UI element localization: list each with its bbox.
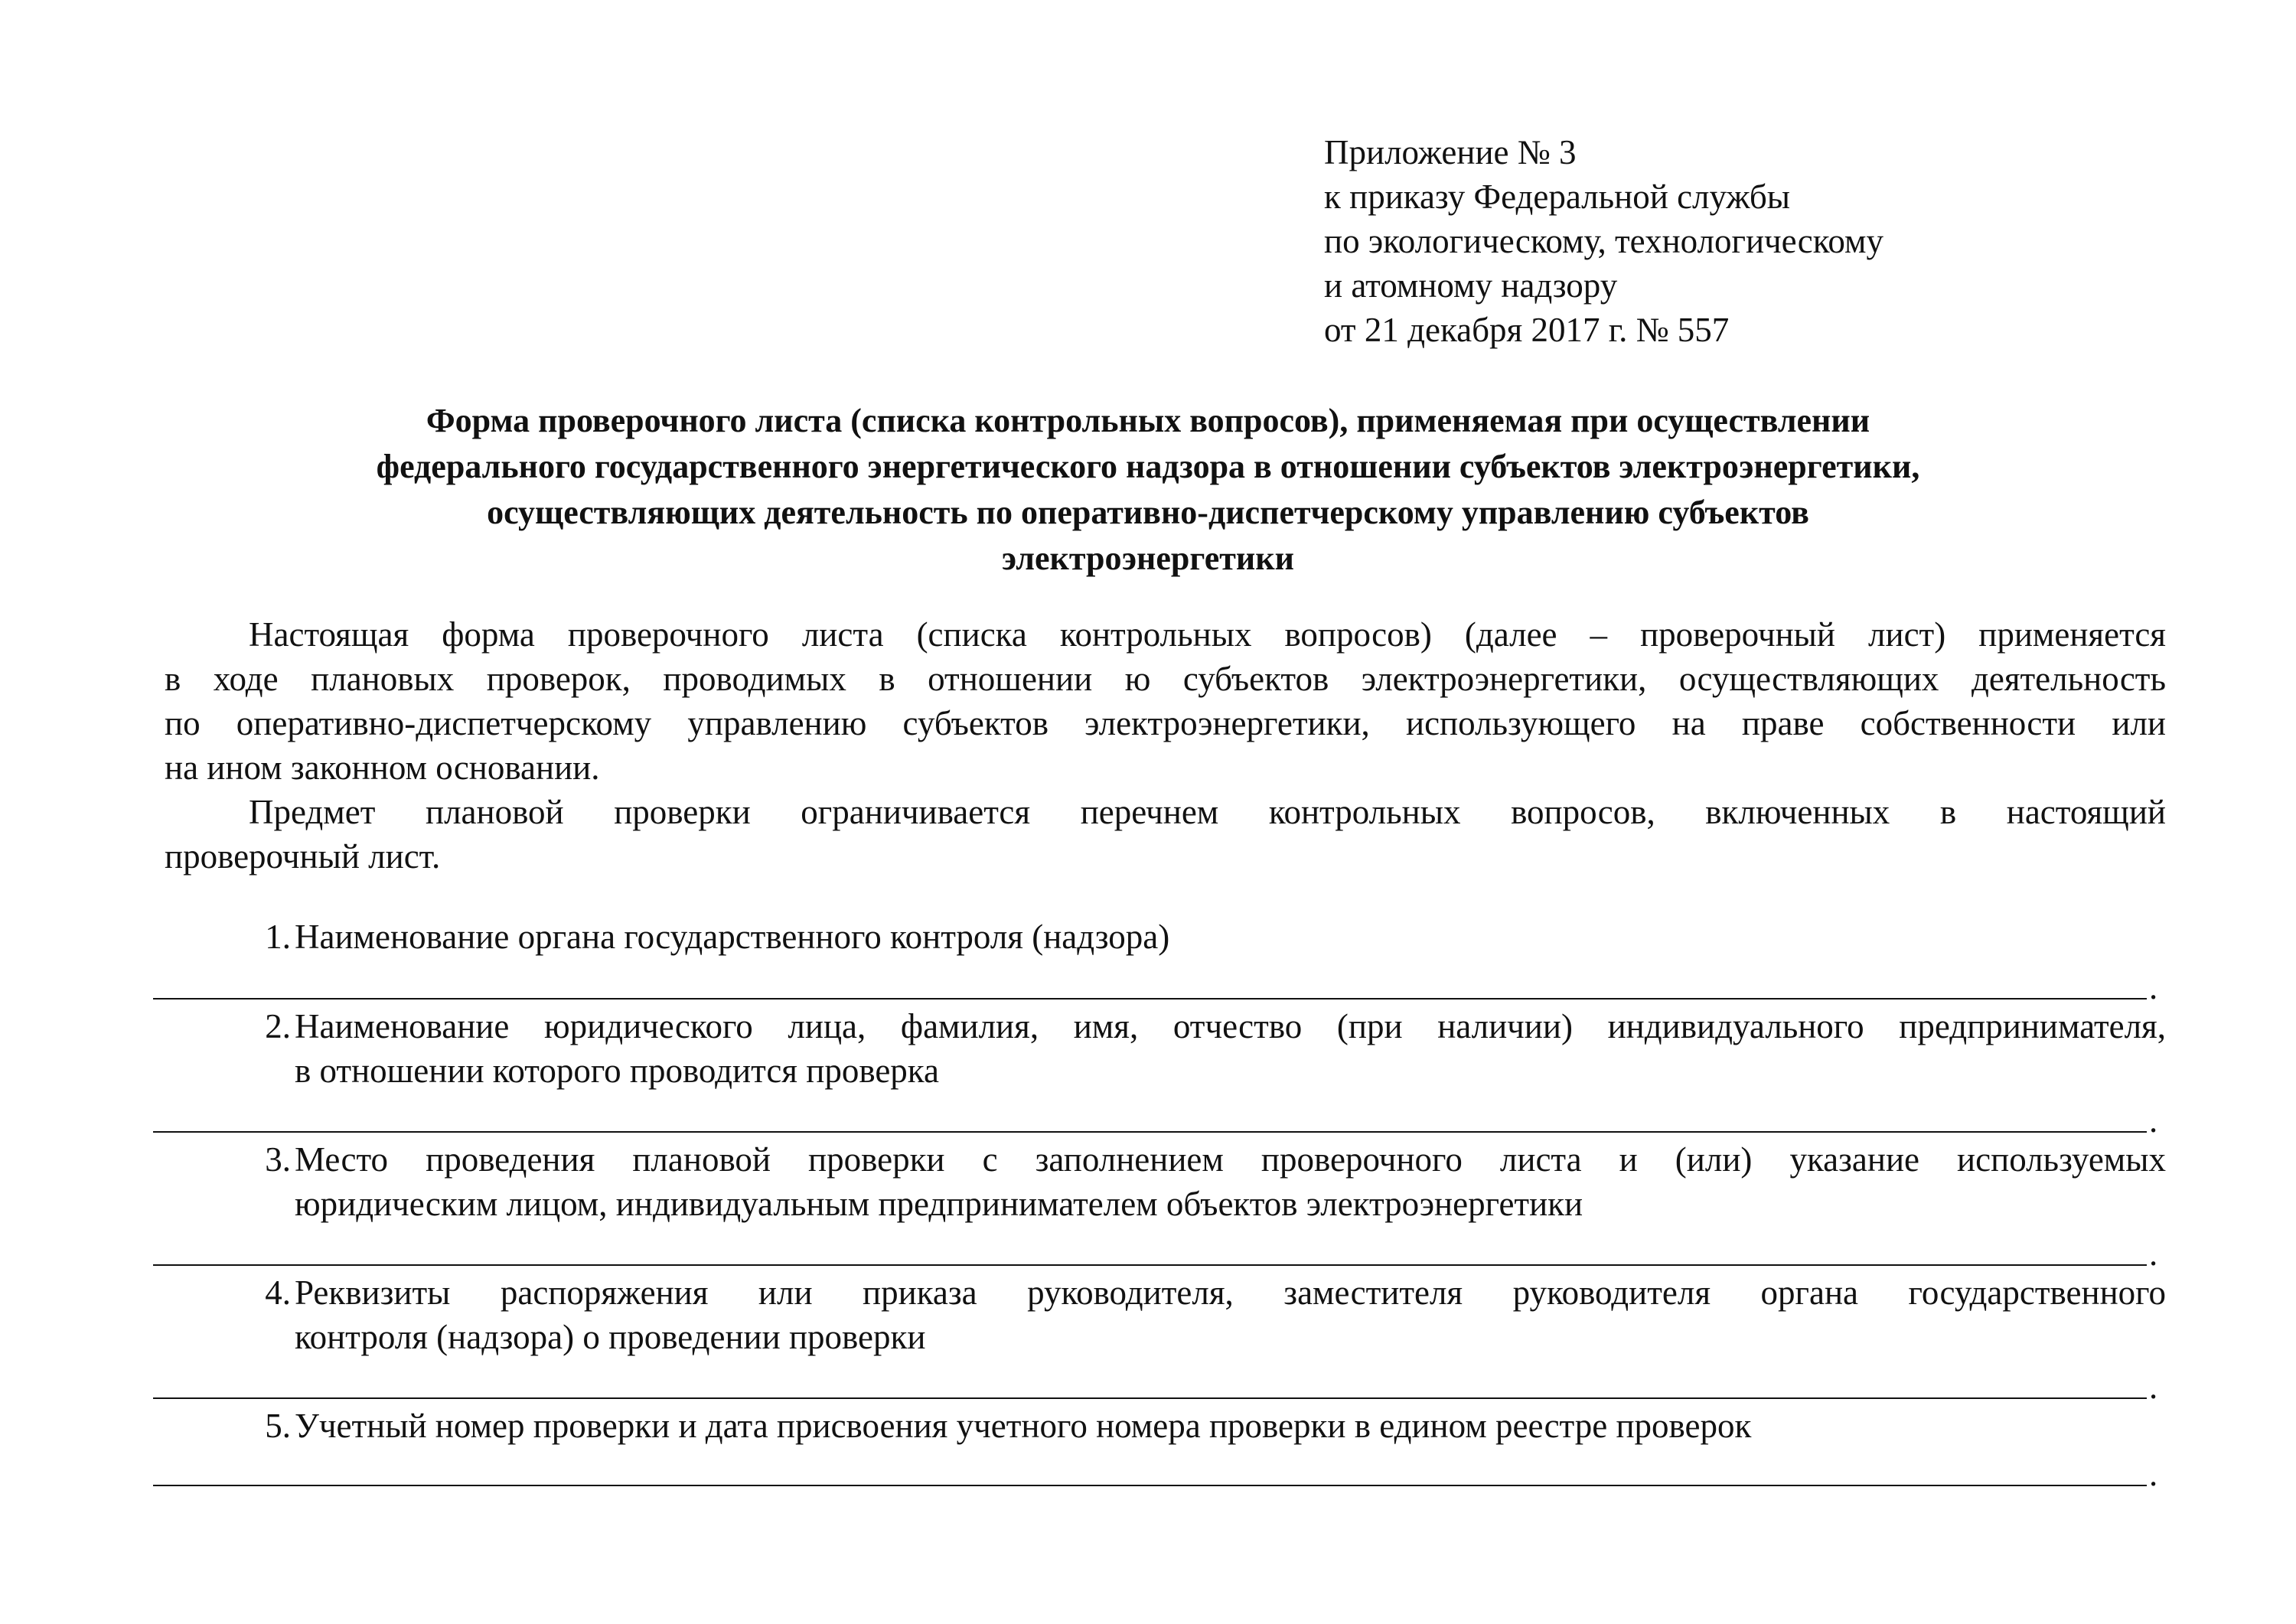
item-label: Наименование юридического лица, фамилия, имя, отчество (при наличии) индивидуального предпринимателя, [295, 1007, 2166, 1045]
title-line: Форма проверочного листа (списка контрольных вопросов), применяемая при осуществлении [426, 402, 1870, 439]
paragraph-line: Предмет плановой проверки ограничивается перечнем контрольных вопросов, включенных в настоящий [249, 793, 2166, 831]
fill-in-line-5[interactable] [153, 1485, 2147, 1486]
title-line: осуществляющих деятельность по оперативно-диспетчерскому управлению субъектов [487, 494, 1809, 531]
annex-number: Приложение № 3 [1324, 133, 1577, 171]
item-label: Наименование органа государственного контроля (надзора) [295, 918, 1170, 956]
annex-agency-1: по экологическому, технологическому [1324, 222, 1883, 260]
line-end-period: . [2149, 1368, 2158, 1406]
item-label: Реквизиты распоряжения или приказа руководителя, заместителя руководителя органа государственного [295, 1273, 2166, 1312]
item-number: 1. [265, 918, 291, 956]
line-end-period: . [2149, 1234, 2158, 1273]
item-label: юридическим лицом, индивидуальным предпринимателем объектов электроэнергетики [295, 1185, 1583, 1223]
paragraph-line: проверочный лист. [165, 837, 441, 876]
annex-date: от 21 декабря 2017 г. № 557 [1324, 311, 1730, 349]
fill-in-line-4[interactable] [153, 1397, 2147, 1399]
line-end-period: . [2149, 1455, 2158, 1493]
line-end-period: . [2149, 1101, 2158, 1140]
item-label: контроля (надзора) о проведении проверки [295, 1318, 926, 1356]
item-number: 4. [265, 1273, 291, 1312]
paragraph-line: в ходе плановых проверок, проводимых в отношении ю субъектов электроэнергетики, осуществляющих деятельность [165, 660, 2166, 698]
fill-in-line-2[interactable] [153, 1131, 2147, 1133]
fill-in-line-3[interactable] [153, 1264, 2147, 1266]
annex-agency-2: и атомному надзору [1324, 266, 1618, 305]
item-label: Место проведения плановой проверки с заполнением проверочного листа и (или) указание используемых [295, 1140, 2166, 1179]
item-number: 5. [265, 1407, 291, 1445]
item-label: Учетный номер проверки и дата присвоения учетного номера проверки в едином реестре проверок [295, 1407, 1752, 1445]
document-title [153, 398, 2143, 582]
annex-header [1324, 130, 1883, 352]
intro-paragraph-2 [165, 790, 2166, 879]
title-line: федерального государственного энергетического надзора в отношении субъектов электроэнергетики, [376, 448, 1920, 485]
line-end-period: . [2149, 968, 2158, 1006]
item-number: 2. [265, 1007, 291, 1045]
item-label: в отношении которого проводится проверка [295, 1052, 939, 1090]
title-line: электроэнергетики [1002, 540, 1294, 577]
intro-paragraph-1 [165, 612, 2166, 790]
fill-in-line-1[interactable] [153, 998, 2147, 1000]
annex-order-ref: к приказу Федеральной службы [1324, 178, 1791, 216]
paragraph-line: на ином законном основании. [165, 748, 600, 787]
paragraph-line: Настоящая форма проверочного листа (списка контрольных вопросов) (далее – проверочный лист) применяется [249, 615, 2166, 654]
item-number: 3. [265, 1140, 291, 1179]
paragraph-line: по оперативно-диспетчерскому управлению субъектов электроэнергетики, использующего на праве собственности или [165, 704, 2166, 742]
